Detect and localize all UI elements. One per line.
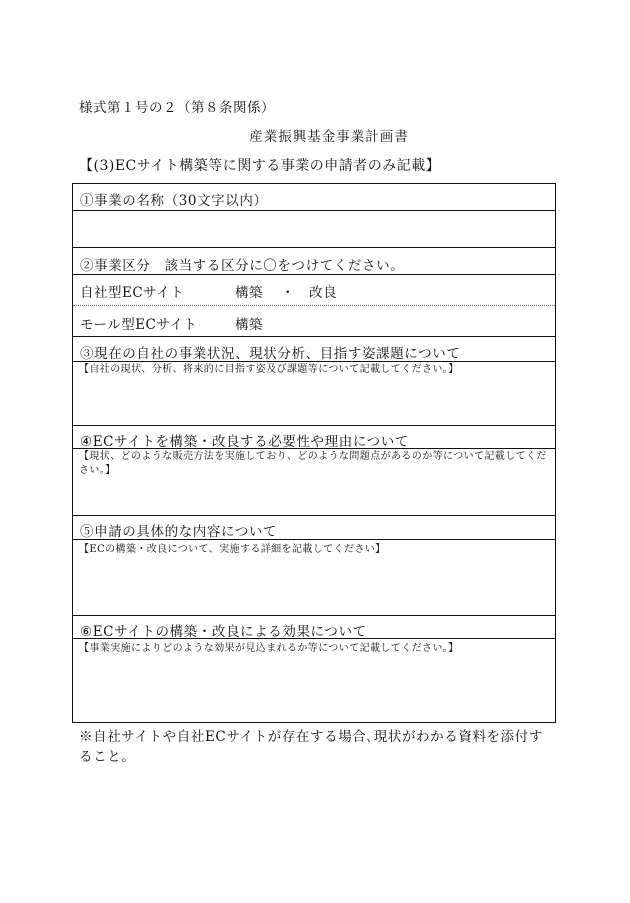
divider [73,515,555,516]
form-number-label: 様式第１号の２（第８条関係） [79,100,275,116]
document-title: 産業振興基金事業計画書 [249,129,409,145]
section-1-heading: ①事業の名称（30文字以内） [80,193,268,209]
section-3-heading: ③現在の自社の事業状況、現状分析、目指す姿課題について [80,346,461,362]
divider [73,448,555,449]
category-label-mall-ec: モール型ECサイト [80,317,198,333]
attachment-footnote: ※自社サイトや自社ECサイトが存在する場合､現状がわかる資料を添付すること。 [79,729,543,765]
project-name-field[interactable] [73,211,555,247]
divider [73,638,555,639]
option-build-own-ec[interactable]: 構築 [235,285,263,301]
divider [73,361,555,362]
section-6-heading: ⑥ECサイトの構築・改良による効果について [80,624,367,640]
dotted-divider [73,305,555,306]
section-6-hint: 【事業実施によりどのような効果が見込まれるか等について記載してください。】 [79,643,459,654]
category-label-own-ec: 自社型ECサイト [80,285,185,301]
divider [73,539,555,540]
section-2-heading: ②事業区分 該当する区分に〇をつけてください。 [80,258,405,274]
divider [73,247,555,248]
section-6-answer-area[interactable] [73,660,555,720]
option-improve-own-ec[interactable]: 改良 [309,285,337,301]
applicability-note: 【(3)ECサイト構築等に関する事業の申請者のみ記載】 [79,158,441,174]
section-4-hint: 【現状、どのような販売方法を実施しており、どのような問題点があるのか等について記載してください。】 [79,451,547,476]
section-5-answer-area[interactable] [73,560,555,614]
section-3-hint: 【自社の現状、分析、将来的に目指す姿及び課題等について記載してください。】 [79,364,459,375]
divider [73,425,555,426]
divider [73,336,555,337]
divider [73,274,555,275]
category-row-own-ec [73,281,555,305]
plan-form-table [72,183,556,723]
section-3-answer-area[interactable] [73,380,555,424]
section-4-answer-area[interactable] [73,480,555,514]
section-4-heading: ④ECサイトを構築・改良する必要性や理由について [80,434,409,450]
category-row-mall-ec [73,313,555,337]
section-5-heading: ⑤申請の具体的な内容について [80,524,278,540]
option-separator: ・ [281,285,295,301]
divider [73,615,555,616]
option-build-mall-ec[interactable]: 構築 [235,317,263,333]
section-5-hint: 【ECの構築・改良について、実施する詳細を記載してください】 [79,544,386,555]
